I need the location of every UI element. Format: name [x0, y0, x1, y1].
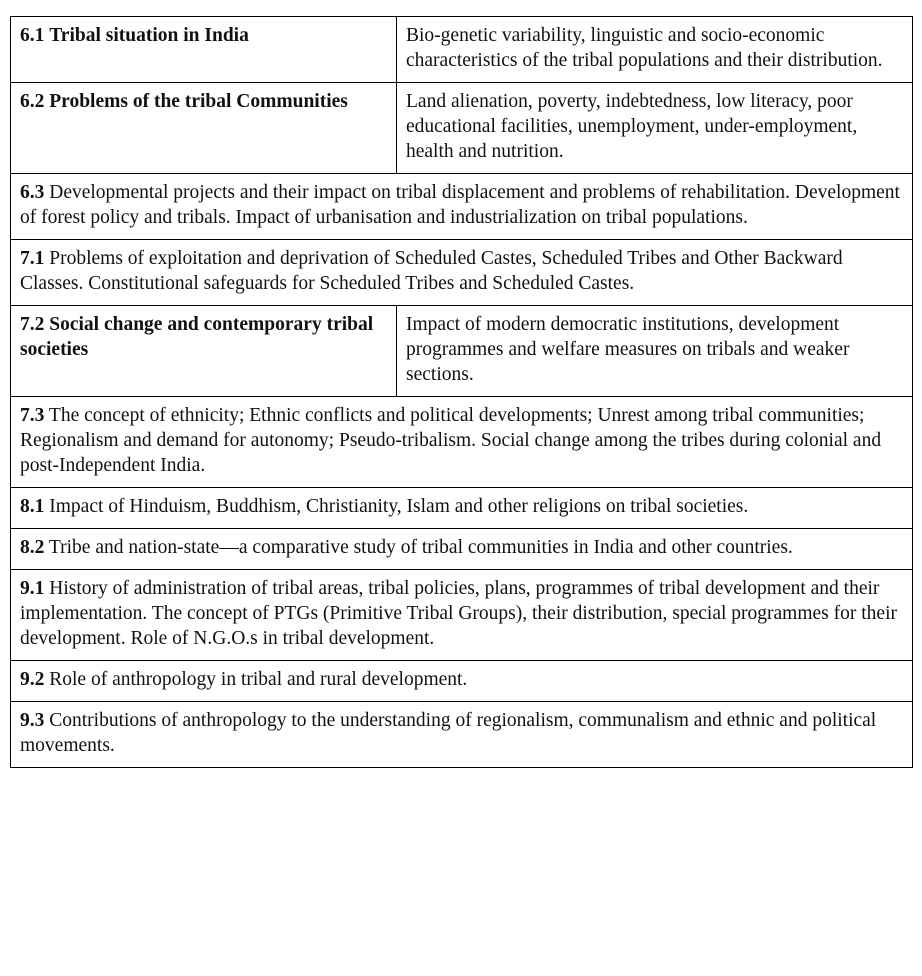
- topic-cell: [11, 529, 913, 570]
- table-row: [11, 570, 913, 661]
- topic-cell: [11, 174, 913, 240]
- table-row: [11, 306, 913, 397]
- table-row: [11, 83, 913, 174]
- topic-description: Problems of exploitation and deprivation of Scheduled Castes, Scheduled Tribes and Other Backward Classes. Constitutional safeguards for Scheduled Tribes and Scheduled Castes.: [20, 248, 843, 294]
- topic-description: Land alienation, poverty, indebtedness, low literacy, poor educational facilities, unemployment, under-employment, health and nutrition.: [406, 91, 858, 162]
- topic-description: History of administration of tribal areas, tribal policies, plans, programmes of tribal development and their implementation. The concept of PTGs (Primitive Tribal Groups), their distribution, special programmes for their development. Role of N.G.O.s in tribal development.: [20, 578, 897, 649]
- topic-heading-cell: [11, 306, 397, 397]
- table-row: [11, 17, 913, 83]
- syllabus-table: [10, 16, 913, 768]
- topic-description: The concept of ethnicity; Ethnic conflicts and political developments; Unrest among tribal communities; Regionalism and demand for autonomy; Pseudo-tribalism. Social change among the tribes during colonial and post-Independent India.: [20, 405, 882, 476]
- topic-description: Impact of Hinduism, Buddhism, Christianity, Islam and other religions on tribal societies.: [49, 496, 749, 517]
- topic-number: 6.3: [20, 182, 45, 203]
- table-row: [11, 488, 913, 529]
- table-row: [11, 702, 913, 768]
- topic-description: Role of anthropology in tribal and rural development.: [49, 669, 468, 690]
- topic-cell: [11, 397, 913, 488]
- topic-number: 7.2: [20, 314, 45, 335]
- topic-cell: [11, 488, 913, 529]
- topic-description-cell: [397, 83, 913, 174]
- topic-description: Developmental projects and their impact on tribal displacement and problems of rehabilitation. Development of forest policy and tribals. Impact of urbanisation and industrialization on tribal populations.: [20, 182, 900, 228]
- topic-title: Problems of the tribal Communities: [49, 91, 348, 112]
- topic-number: 6.1: [20, 25, 45, 46]
- topic-description: Bio-genetic variability, linguistic and socio-economic characteristics of the tribal populations and their distribution.: [406, 25, 883, 71]
- topic-number: 7.3: [20, 405, 45, 426]
- topic-description-cell: [397, 17, 913, 83]
- topic-title: Social change and contemporary tribal societies: [20, 314, 374, 360]
- table-row: [11, 661, 913, 702]
- topic-number: 9.3: [20, 710, 45, 731]
- topic-description: Impact of modern democratic institutions, development programmes and welfare measures on tribals and weaker sections.: [406, 314, 850, 385]
- topic-description: Tribe and nation-state—a comparative study of tribal communities in India and other countries.: [48, 537, 793, 558]
- topic-cell: [11, 570, 913, 661]
- topic-cell: [11, 661, 913, 702]
- topic-heading-cell: [11, 83, 397, 174]
- topic-number: 9.2: [20, 669, 45, 690]
- topic-cell: [11, 240, 913, 306]
- topic-heading-cell: [11, 17, 397, 83]
- table-row: [11, 174, 913, 240]
- topic-number: 9.1: [20, 578, 45, 599]
- topic-number: 7.1: [20, 248, 45, 269]
- topic-number: 8.1: [20, 496, 45, 517]
- topic-description: Contributions of anthropology to the understanding of regionalism, communalism and ethnic and political movements.: [20, 710, 877, 756]
- table-row: [11, 397, 913, 488]
- topic-description-cell: [397, 306, 913, 397]
- table-row: [11, 240, 913, 306]
- topic-cell: [11, 702, 913, 768]
- topic-title: Tribal situation in India: [49, 25, 249, 46]
- table-row: [11, 529, 913, 570]
- topic-number: 6.2: [20, 91, 45, 112]
- topic-number: 8.2: [20, 537, 45, 558]
